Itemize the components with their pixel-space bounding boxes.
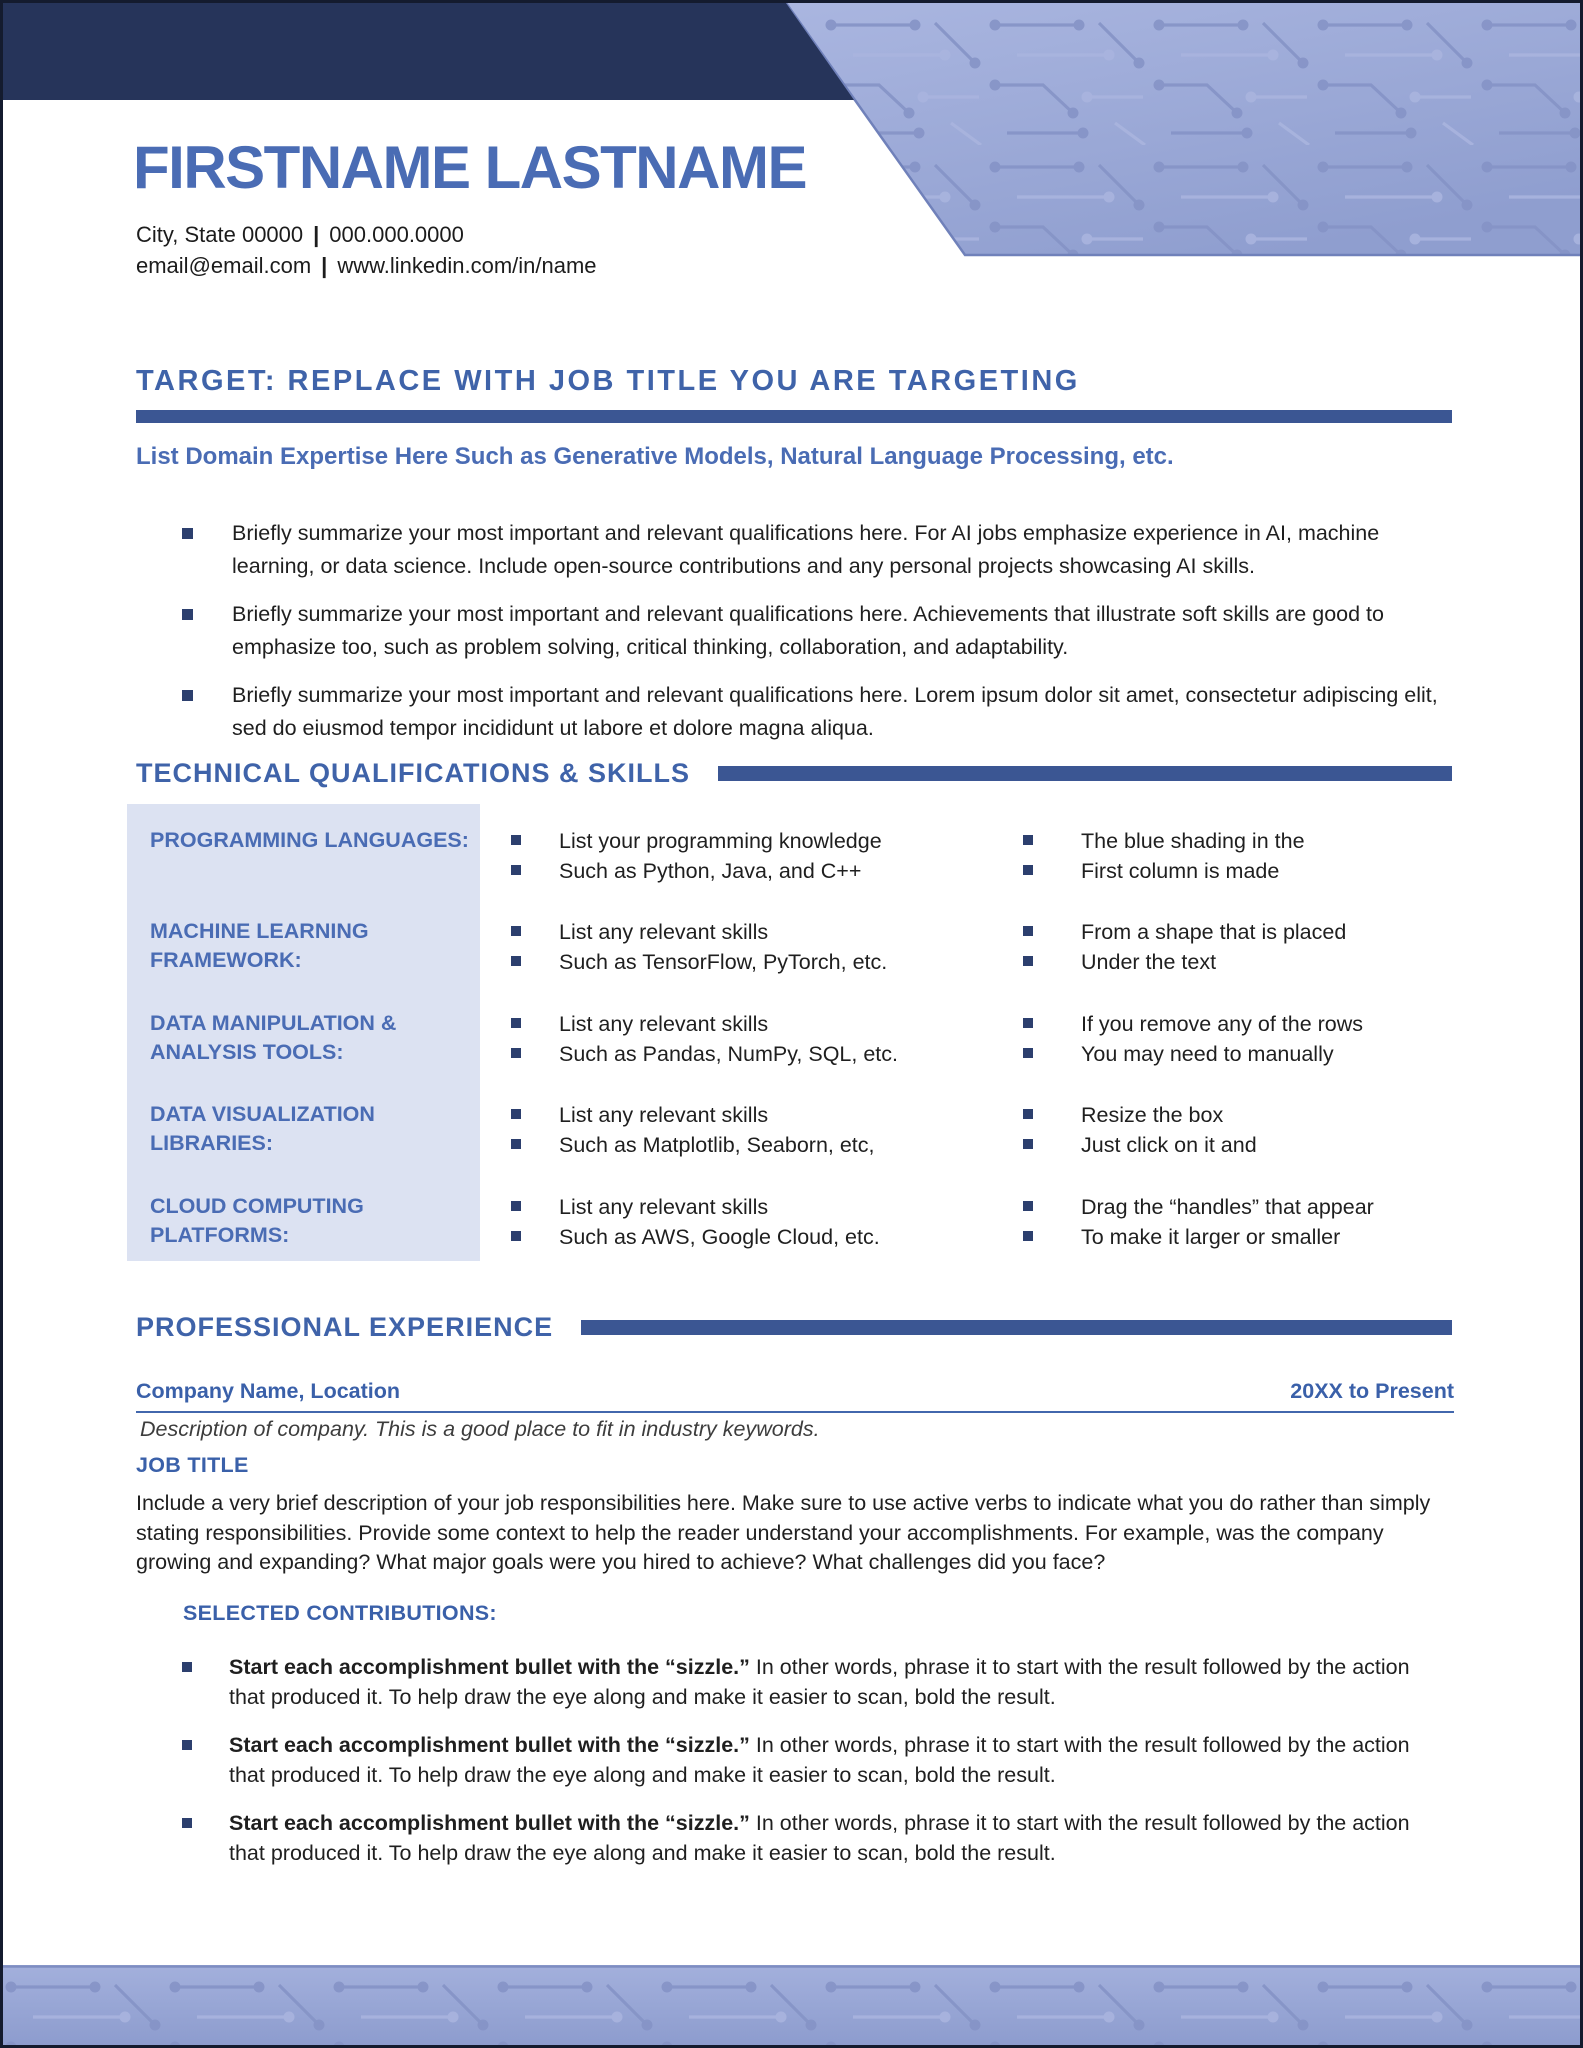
skills-items	[480, 987, 995, 1078]
skills-section-heading: TECHNICAL QUALIFICATIONS & SKILLS	[136, 758, 690, 788]
skills-items	[480, 1170, 995, 1261]
contribution-rest: In other words, phrase it to start with the result followed by the action that produced it. To help draw the eye along and make it easier to scan, bold the result.	[229, 1811, 1410, 1865]
skill-item: Such as AWS, Google Cloud, etc.	[480, 1222, 995, 1252]
contact-block	[136, 219, 597, 281]
domain-expertise-line: List Domain Expertise Here Such as Generative Models, Natural Language Processing, etc.	[136, 443, 1174, 470]
separator: |	[321, 253, 328, 278]
skills-category-label: CLOUD COMPUTING PLATFORMS:	[127, 1170, 480, 1261]
skills-notes	[995, 1170, 1452, 1261]
skill-item: Such as Python, Java, and C++	[480, 856, 995, 886]
summary-bullet: Briefly summarize your most important and relevant qualifications here. Lorem ipsum dolor sit amet, consectetur adipiscing elit, sed do eiusmod tempor incididunt ut labore et dolore magna aliqua.	[136, 679, 1440, 745]
email-text: email@email.com	[136, 253, 312, 278]
skill-note: Drag the “handles” that appear	[995, 1192, 1452, 1222]
skill-note: Resize the box	[995, 1100, 1452, 1130]
contribution-bullet-list	[136, 1653, 1450, 1887]
contact-line-email-linkedin	[136, 250, 597, 281]
contributions-heading: SELECTED CONTRIBUTIONS:	[183, 1601, 497, 1625]
skill-item: Such as Pandas, NumPy, SQL, etc.	[480, 1039, 995, 1069]
experience-section-heading: PROFESSIONAL EXPERIENCE	[136, 1312, 554, 1342]
skills-items	[480, 895, 995, 986]
experience-heading-rule	[581, 1320, 1452, 1335]
skills-notes	[995, 895, 1452, 986]
phone-text: 000.000.0000	[329, 222, 464, 247]
separator: |	[313, 222, 320, 247]
skill-item: List any relevant skills	[480, 917, 995, 947]
skill-item: Such as TensorFlow, PyTorch, etc.	[480, 947, 995, 977]
skill-item: List your programming knowledge	[480, 826, 995, 856]
skills-notes	[995, 1078, 1452, 1169]
skills-items	[480, 1078, 995, 1169]
company-description: Description of company. This is a good place to fit in industry keywords.	[140, 1417, 820, 1441]
skills-heading-rule	[718, 766, 1452, 781]
candidate-name: FIRSTNAME LASTNAME	[133, 134, 806, 201]
footer-circuit-art	[3, 1965, 1583, 2045]
skills-section-heading-row	[136, 758, 1452, 789]
contribution-bold-lead: Start each accomplishment bullet with the “sizzle.”	[229, 1655, 750, 1679]
contribution-rest: In other words, phrase it to start with the result followed by the action that produced it. To help draw the eye along and make it easier to scan, bold the result.	[229, 1733, 1410, 1787]
skill-note: If you remove any of the rows	[995, 1009, 1452, 1039]
skills-row	[127, 987, 1452, 1078]
skills-category-label: DATA VISUALIZATION LIBRARIES:	[127, 1078, 480, 1169]
skill-note: The blue shading in the	[995, 826, 1452, 856]
skills-row	[127, 1078, 1452, 1169]
skill-note: You may need to manually	[995, 1039, 1452, 1069]
skills-row	[127, 804, 1452, 895]
linkedin-text: www.linkedin.com/in/name	[337, 253, 597, 278]
contribution-rest: In other words, phrase it to start with the result followed by the action that produced it. To help draw the eye along and make it easier to scan, bold the result.	[229, 1655, 1410, 1709]
target-heading-rule	[136, 410, 1452, 423]
skills-row	[127, 895, 1452, 986]
skills-notes	[995, 804, 1452, 895]
contribution-bold-lead: Start each accomplishment bullet with the “sizzle.”	[229, 1811, 750, 1835]
contribution-bullet	[136, 1653, 1450, 1712]
summary-bullet-list	[136, 517, 1440, 760]
skills-items	[480, 804, 995, 895]
contact-line-location-phone	[136, 219, 597, 250]
contribution-bold-lead: Start each accomplishment bullet with the “sizzle.”	[229, 1733, 750, 1757]
job-description: Include a very brief description of your job responsibilities here. Make sure to use active verbs to indicate what you do rather than simply stating responsibilities. Provide some context to help the reader understand your accomplishments. For example, was the company growing and expanding? What major goals were you hired to achieve? What challenges did you face?	[136, 1491, 1431, 1574]
skills-notes	[995, 987, 1452, 1078]
skill-note: Under the text	[995, 947, 1452, 977]
location-text: City, State 00000	[136, 222, 304, 247]
skill-note: First column is made	[995, 856, 1452, 886]
summary-bullet: Briefly summarize your most important and relevant qualifications here. Achievements that illustrate soft skills are good to emphasize too, such as problem solving, critical thinking, collaboration, and adaptability.	[136, 598, 1440, 664]
skill-item: List any relevant skills	[480, 1192, 995, 1222]
contribution-bullet	[136, 1731, 1450, 1790]
skill-item: Such as Matplotlib, Seaborn, etc,	[480, 1130, 995, 1160]
skill-item: List any relevant skills	[480, 1100, 995, 1130]
skills-row	[127, 1170, 1452, 1261]
skill-item: List any relevant skills	[480, 1009, 995, 1039]
skill-note: From a shape that is placed	[995, 917, 1452, 947]
job-title: JOB TITLE	[136, 1453, 249, 1477]
company-name: Company Name, Location	[136, 1379, 401, 1403]
experience-section-heading-row	[136, 1312, 1452, 1343]
employment-dates: 20XX to Present	[1290, 1379, 1454, 1403]
skills-category-label: MACHINE LEARNING FRAMEWORK:	[127, 895, 480, 986]
company-row	[136, 1379, 1454, 1413]
summary-bullet: Briefly summarize your most important and relevant qualifications here. For AI jobs emphasize experience in AI, machine learning, or data science. Include open-source contributions and any personal projects showcasing AI skills.	[136, 517, 1440, 583]
skill-note: To make it larger or smaller	[995, 1222, 1452, 1252]
skills-category-label: PROGRAMMING LANGUAGES:	[127, 804, 480, 895]
skill-note: Just click on it and	[995, 1130, 1452, 1160]
target-heading: TARGET: REPLACE WITH JOB TITLE YOU ARE TARGETING	[136, 365, 1080, 397]
skills-table	[127, 804, 1452, 1261]
contribution-bullet	[136, 1809, 1450, 1868]
skills-category-label: DATA MANIPULATION & ANALYSIS TOOLS:	[127, 987, 480, 1078]
